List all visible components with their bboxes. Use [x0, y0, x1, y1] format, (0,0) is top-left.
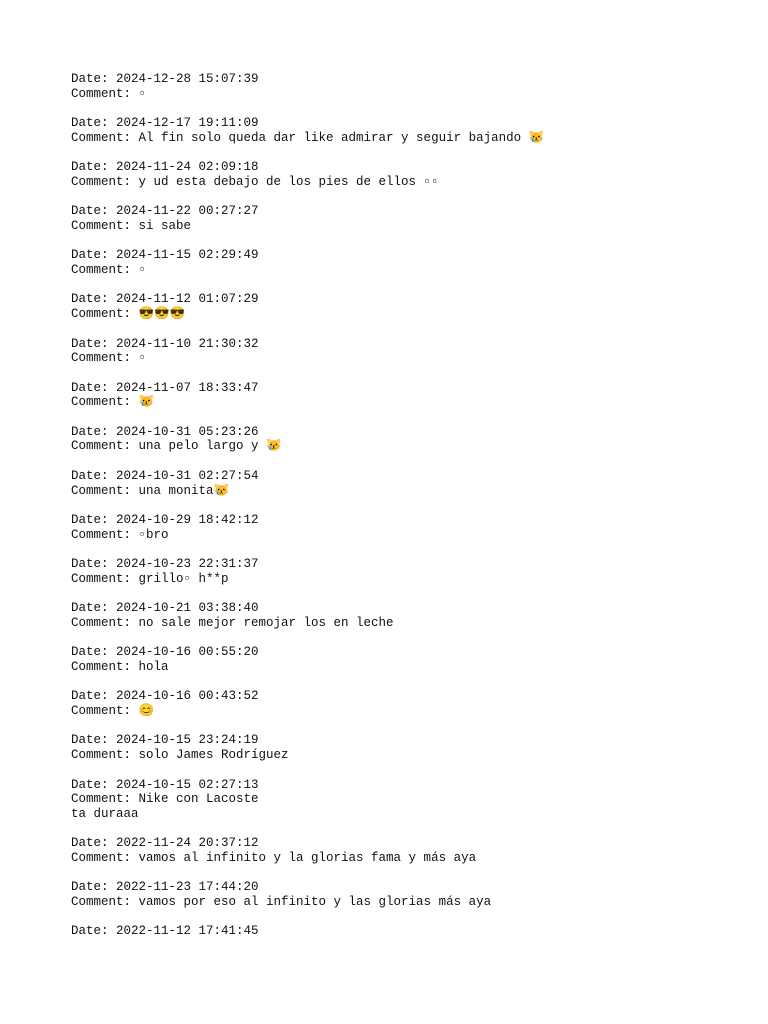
entry-date-line	[71, 880, 751, 895]
entry-comment-line	[71, 660, 751, 675]
entry-comment: si sabe	[138, 218, 192, 233]
entry-date-line	[71, 645, 751, 660]
entry-comment-line	[71, 704, 751, 719]
entry-date-line	[71, 425, 751, 440]
entry-comment-line	[71, 792, 751, 821]
date-label: Date:	[71, 248, 117, 263]
entry-comment-line	[71, 131, 751, 146]
comment-label: Comment:	[71, 527, 139, 542]
comment-entry	[71, 645, 751, 674]
comment-entry	[71, 204, 751, 233]
comment-entry	[71, 425, 751, 454]
entry-comment-line	[71, 616, 751, 631]
entry-date-line	[71, 292, 751, 307]
entry-date: 2024-10-15 23:24:19	[116, 733, 259, 748]
comment-entry	[71, 116, 751, 145]
entry-date: 2022-11-23 17:44:20	[116, 880, 259, 895]
date-label: Date:	[71, 836, 117, 851]
comment-entry	[71, 248, 751, 277]
comment-entry	[71, 337, 751, 366]
entry-comment-line	[71, 895, 751, 910]
comment-entry	[71, 836, 751, 865]
entry-comment-line	[71, 748, 751, 763]
date-label: Date:	[71, 292, 117, 307]
entry-date-line	[71, 204, 751, 219]
entry-date-line	[71, 601, 751, 616]
date-label: Date:	[71, 880, 117, 895]
entry-date: 2024-12-28 15:07:39	[116, 72, 259, 86]
comment-entry	[71, 689, 751, 718]
entry-date: 2024-10-23 22:31:37	[116, 557, 259, 572]
entry-comment: 😊	[138, 704, 155, 719]
entry-date: 2024-12-17 19:11:09	[116, 116, 259, 131]
entry-comment: hola	[138, 659, 169, 674]
date-label: Date:	[71, 72, 117, 86]
comment-label: Comment:	[71, 483, 139, 498]
date-label: Date:	[71, 512, 117, 527]
date-label: Date:	[71, 424, 117, 439]
comment-entry	[71, 160, 751, 189]
date-label: Date:	[71, 336, 117, 351]
date-label: Date:	[71, 777, 117, 792]
entry-date: 2024-10-15 02:27:13	[116, 777, 259, 792]
entry-comment-line	[71, 175, 751, 190]
entry-comment: solo James Rodríguez	[138, 748, 289, 763]
entry-date: 2024-10-31 05:23:26	[116, 424, 259, 439]
entry-comment-line	[71, 395, 751, 410]
comment-entry	[71, 557, 751, 586]
comment-entry	[71, 72, 751, 101]
entry-comment-line	[71, 528, 751, 543]
comment-entry	[71, 469, 751, 498]
comment-label: Comment:	[71, 439, 139, 454]
comment-entry	[71, 924, 751, 939]
comment-label: Comment:	[71, 351, 139, 366]
date-label: Date:	[71, 160, 117, 175]
date-label: Date:	[71, 645, 117, 660]
comment-entry	[71, 381, 751, 410]
comment-label: Comment:	[71, 792, 139, 807]
entry-comment: una pelo largo y 😿	[138, 439, 282, 454]
comment-label: Comment:	[71, 748, 139, 763]
comment-log-document	[71, 72, 751, 954]
entry-date-line	[71, 924, 751, 939]
entry-date: 2024-10-29 18:42:12	[116, 512, 259, 527]
comment-label: Comment:	[71, 659, 139, 674]
date-label: Date:	[71, 380, 117, 395]
entry-comment: Al fin solo queda dar like admirar y seguir bajando 😿	[138, 130, 545, 145]
entry-comment: no sale mejor remojar los en leche	[138, 615, 394, 630]
comment-label: Comment:	[71, 174, 139, 189]
entry-comment-line	[71, 439, 751, 454]
entry-date-line	[71, 469, 751, 484]
date-label: Date:	[71, 468, 117, 483]
entry-comment-line	[71, 263, 751, 278]
entry-date-line	[71, 733, 751, 748]
entry-date-line	[71, 160, 751, 175]
entry-comment-line	[71, 351, 751, 366]
entry-comment: 😿	[138, 395, 155, 410]
entry-date-line	[71, 557, 751, 572]
entry-date: 2024-10-16 00:43:52	[116, 689, 259, 704]
entry-comment: Nike con Lacoste ta duraaa	[71, 792, 259, 821]
comment-label: Comment:	[71, 704, 139, 719]
entry-comment-line	[71, 572, 751, 587]
entry-date: 2024-10-21 03:38:40	[116, 601, 259, 616]
entry-comment: y ud esta debajo de los pies de ellos ▫▫	[138, 174, 439, 189]
entry-comment: una monita😿	[138, 483, 230, 498]
date-label: Date:	[71, 733, 117, 748]
date-label: Date:	[71, 689, 117, 704]
entry-date-line	[71, 836, 751, 851]
entry-date: 2024-11-15 02:29:49	[116, 248, 259, 263]
entry-date-line	[71, 116, 751, 131]
comment-label: Comment:	[71, 307, 139, 322]
comment-label: Comment:	[71, 895, 139, 910]
entry-date: 2024-10-16 00:55:20	[116, 645, 259, 660]
date-label: Date:	[71, 204, 117, 219]
entry-comment-line	[71, 219, 751, 234]
entry-date-line	[71, 513, 751, 528]
entry-comment: 😎😎😎	[138, 307, 186, 322]
entry-date: 2024-11-24 02:09:18	[116, 160, 259, 175]
entry-date-line	[71, 337, 751, 352]
entry-comment-line	[71, 307, 751, 322]
entry-date: 2024-11-07 18:33:47	[116, 380, 259, 395]
entry-comment: ▫bro	[138, 527, 169, 542]
entry-comment: ▫	[138, 351, 147, 366]
entry-date: 2024-11-22 00:27:27	[116, 204, 259, 219]
entry-comment: vamos por eso al infinito y las glorias más aya	[138, 895, 492, 910]
entry-date: 2024-11-12 01:07:29	[116, 292, 259, 307]
comment-label: Comment:	[71, 615, 139, 630]
entry-date: 2024-10-31 02:27:54	[116, 468, 259, 483]
comment-entry	[71, 292, 751, 321]
comment-label: Comment:	[71, 263, 139, 278]
date-label: Date:	[71, 924, 117, 939]
comment-entry	[71, 778, 751, 822]
comment-label: Comment:	[71, 571, 139, 586]
entry-date-line	[71, 381, 751, 396]
date-label: Date:	[71, 116, 117, 131]
entry-date-line	[71, 778, 751, 793]
entry-date-line	[71, 248, 751, 263]
comment-entry	[71, 880, 751, 909]
entry-date: 2022-11-12 17:41:45	[116, 924, 259, 939]
comment-label: Comment:	[71, 218, 139, 233]
date-label: Date:	[71, 557, 117, 572]
entry-comment-line	[71, 851, 751, 866]
entry-date-line	[71, 72, 751, 87]
comment-label: Comment:	[71, 395, 139, 410]
entry-comment: ▫	[138, 263, 147, 278]
comment-label: Comment:	[71, 86, 139, 101]
comment-label: Comment:	[71, 130, 139, 145]
comment-entry	[71, 733, 751, 762]
entry-date-line	[71, 689, 751, 704]
entry-date: 2024-11-10 21:30:32	[116, 336, 259, 351]
date-label: Date:	[71, 601, 117, 616]
comment-entry	[71, 601, 751, 630]
comment-entry	[71, 513, 751, 542]
comment-entries-list	[71, 72, 751, 939]
entry-comment: ▫	[138, 86, 147, 101]
comment-label: Comment:	[71, 851, 139, 865]
entry-comment: vamos al infinito y la glorias fama y más aya	[138, 851, 477, 865]
entry-comment: grillo▫ h**p	[138, 571, 229, 586]
entry-comment-line	[71, 484, 751, 499]
entry-comment-line	[71, 87, 751, 102]
entry-date: 2022-11-24 20:37:12	[116, 836, 259, 851]
